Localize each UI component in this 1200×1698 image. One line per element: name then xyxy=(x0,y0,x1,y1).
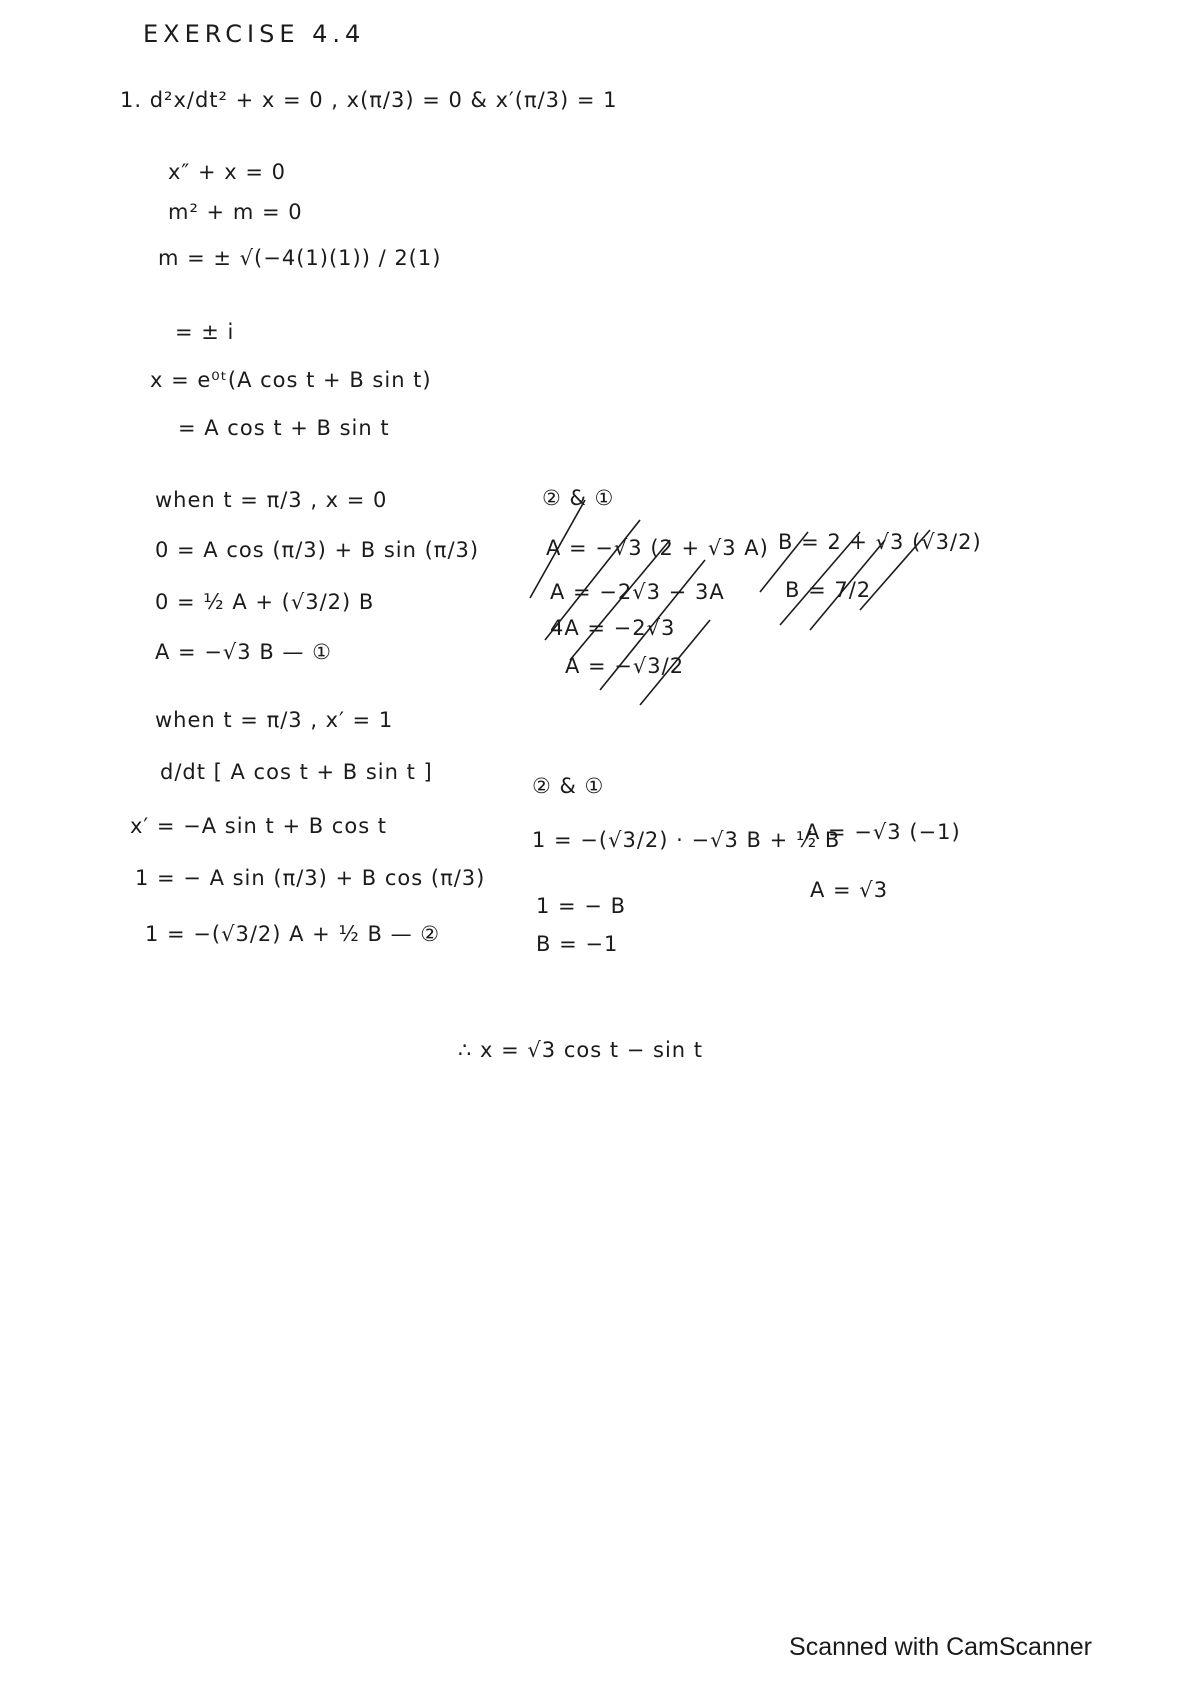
crossed-line: 4A = −2√3 xyxy=(550,616,676,640)
crossed-line: A = −√3 (2 + √3 A) xyxy=(546,536,769,560)
crossed-line: B = 2 + √3 (√3/2) xyxy=(778,530,982,554)
crossed-line: A = −√3/2 xyxy=(565,654,685,678)
working-heading: ② & ① xyxy=(532,774,605,798)
equation-line: 1 = − B xyxy=(536,894,626,918)
equation-line: = ± i xyxy=(175,320,235,344)
equation-line: 1 = −(√3/2) A + ½ B — ② xyxy=(145,922,441,946)
equation-line: 1 = −(√3/2) · −√3 B + ½ B xyxy=(532,828,841,852)
final-answer: ∴ x = √3 cos t − sin t xyxy=(458,1038,704,1062)
crossed-line: A = −2√3 − 3A xyxy=(550,580,725,604)
exercise-title: EXERCISE 4.4 xyxy=(143,20,366,48)
condition-line: when t = π/3 , x = 0 xyxy=(155,488,388,512)
equation-line: A = −√3 B — ① xyxy=(155,640,332,664)
equation-line: 0 = A cos (π/3) + B sin (π/3) xyxy=(155,538,480,562)
equation-line: 1 = − A sin (π/3) + B cos (π/3) xyxy=(135,866,486,890)
equation-line: x = e⁰ᵗ(A cos t + B sin t) xyxy=(150,368,432,392)
crossed-line: B = 7/2 xyxy=(785,578,872,602)
equation-line: A = −√3 (−1) xyxy=(805,820,961,844)
equation-line: d/dt [ A cos t + B sin t ] xyxy=(160,760,433,784)
equation-line: 0 = ½ A + (√3/2) B xyxy=(155,590,375,614)
equation-line: = A cos t + B sin t xyxy=(178,416,390,440)
condition-line: when t = π/3 , x′ = 1 xyxy=(155,708,394,732)
equation-line: m² + m = 0 xyxy=(168,200,303,224)
equation-line: B = −1 xyxy=(536,932,619,956)
problem-statement: 1. d²x/dt² + x = 0 , x(π/3) = 0 & x′(π/3) = 1 xyxy=(120,88,618,112)
crossed-heading: ② & ① xyxy=(542,486,615,510)
equation-line: x″ + x = 0 xyxy=(168,160,286,184)
camscanner-watermark: Scanned with CamScanner xyxy=(789,1633,1092,1661)
equation-line: A = √3 xyxy=(810,878,889,902)
equation-line: m = ± √(−4(1)(1)) / 2(1) xyxy=(158,246,442,270)
equation-line: x′ = −A sin t + B cos t xyxy=(130,814,388,838)
